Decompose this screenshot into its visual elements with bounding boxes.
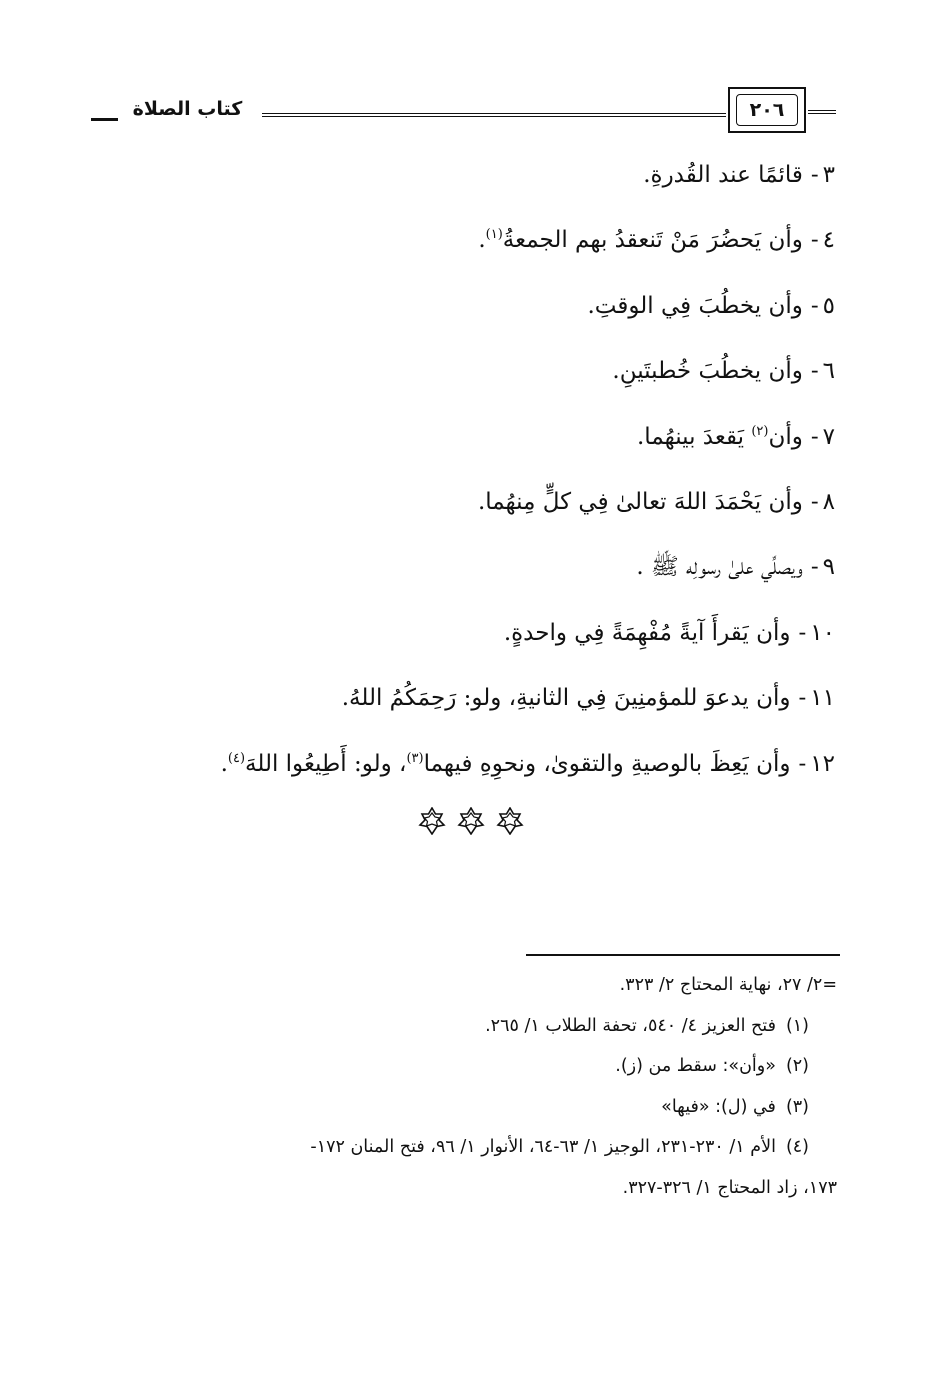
list-item: ٤-وأن يَحضُرَ مَنْ تَنعقدُ بهم الجمعةُ$^{(١)}$. [60, 215, 835, 280]
list-item: ١٢-وأن يَعِظَ بالوصيةِ والتقوىٰ، ونحوِهِ فيهما$^{(٣)}$، ولو: أَطِيعُوا اللهَ$^{(٤)}$. [60, 739, 835, 804]
footnote-4-continuation: ١٧٣، زاد المحتاج ١/ ٣٢٦-٣٢٧. [622, 1177, 837, 1198]
footnote-ref[interactable]: (١) [485, 227, 503, 243]
footnote-ref[interactable]: (٢) [751, 423, 769, 439]
star-ornament-icon [418, 807, 446, 835]
header-rule-middle [262, 113, 726, 117]
item-text: وأن يَحضُرَ مَنْ تَنعقدُ بهم الجمعةُ [502, 227, 803, 254]
item-text: وأن يخطُبَ فِي الوقتِ. [587, 292, 803, 319]
item-text: وأن يخطُبَ خُطبتَينِ. [612, 358, 803, 385]
star-ornament-icon [457, 807, 485, 835]
conditions-list [60, 150, 835, 804]
item-text: وأن [768, 423, 803, 450]
item-text: وأن يَحْمَدَ اللهَ تعالىٰ فِي كلٍّ مِنهُما. [477, 488, 803, 515]
footnote-marker: (١) [785, 1015, 809, 1036]
item-text: ويصلِّي علىٰ رسولِه ﷺ . [636, 554, 803, 581]
footnote-1 [95, 1007, 837, 1048]
list-item: ٩-ويصلِّي علىٰ رسولِه ﷺ . [60, 542, 835, 607]
list-item: ٨-وأن يَحْمَدَ اللهَ تعالىٰ فِي كلٍّ مِنهُما. [60, 477, 835, 542]
item-text: وأن يَقرأَ آيةً مُفْهِمَةً فِي واحدةٍ. [503, 619, 791, 646]
footnote-3 [95, 1088, 837, 1129]
list-item: ١١-وأن يدعوَ للمؤمنِينَ فِي الثانيةِ، ولو: رَحِمَكُمُ اللهُ. [60, 673, 835, 738]
item-number: ١٠ [810, 619, 835, 646]
footnote-text: فتح العزيز ٤/ ٥٤٠، تحفة الطلاب ١/ ٢٦٥. [485, 1015, 776, 1036]
item-number: ٥ [822, 292, 835, 319]
footnotes [95, 966, 837, 1209]
header-rule-left [91, 118, 118, 121]
list-item: ١٠-وأن يَقرأَ آيةً مُفْهِمَةً فِي واحدةٍ. [60, 608, 835, 673]
footnote-continuation: =٢/ ٢٧، نهاية المحتاج ٢/ ٣٢٣. [619, 975, 837, 995]
list-item: ٥-وأن يخطُبَ فِي الوقتِ. [60, 281, 835, 346]
star-ornament-icon [496, 807, 524, 835]
item-number: ٣ [822, 162, 835, 188]
footnote-ref[interactable]: (٤) [227, 750, 246, 766]
item-number: ٧ [822, 423, 835, 450]
section-end-ornament [418, 806, 524, 836]
item-text-tail: ، ولو: أَطِيعُوا اللهَ [245, 750, 407, 777]
item-text: وأن يَعِظَ بالوصيةِ والتقوىٰ، ونحوِهِ فيهما [423, 750, 791, 777]
footnote-text: «وأن»: سقط من (ز). [615, 1056, 776, 1076]
item-text-tail: . [220, 750, 228, 777]
footnote-4 [95, 1128, 837, 1169]
footnote-marker: (٢) [785, 1056, 809, 1076]
item-number: ١٢ [810, 750, 835, 777]
footnote-separator [526, 954, 840, 956]
list-item: ٦-وأن يخطُبَ خُطبتَينِ. [60, 346, 835, 411]
page-number: ٢٠٦ [736, 94, 798, 126]
item-number: ٨ [822, 488, 835, 515]
footnote-ref[interactable]: (٣) [406, 750, 424, 766]
item-number: ١١ [810, 685, 835, 712]
list-item: ٣-قائمًا عند القُدرةِ. [60, 150, 835, 215]
page-number-frame [728, 87, 806, 133]
item-text: قائمًا عند القُدرةِ. [643, 162, 803, 188]
item-text-tail: . [478, 227, 486, 254]
footnote-text: في (ل): «فيها» [661, 1096, 776, 1117]
book-title: كتاب الصلاة [132, 98, 243, 120]
footnote-marker: (٤) [785, 1137, 809, 1157]
item-number: ٦ [822, 358, 835, 385]
item-number: ٤ [822, 227, 835, 254]
item-text: وأن يدعوَ للمؤمنِينَ فِي الثانيةِ، ولو: رَحِمَكُمُ اللهُ. [341, 685, 791, 712]
footnote-marker: (٣) [785, 1096, 809, 1117]
footnote-2 [95, 1047, 837, 1088]
footnote-text: الأم ١/ ٢٣٠-٢٣١، الوجيز ١/ ٦٣-٦٤، الأنوار ١/ ٩٦، فتح المنان ١٧٢- [310, 1137, 776, 1157]
header-rule-right [808, 110, 836, 114]
list-item: ٧-وأن$^{(٢)}$ يَقعدَ بينهُما. [60, 412, 835, 477]
item-text-tail: يَقعدَ بينهُما. [637, 423, 752, 450]
item-number: ٩ [822, 554, 835, 581]
